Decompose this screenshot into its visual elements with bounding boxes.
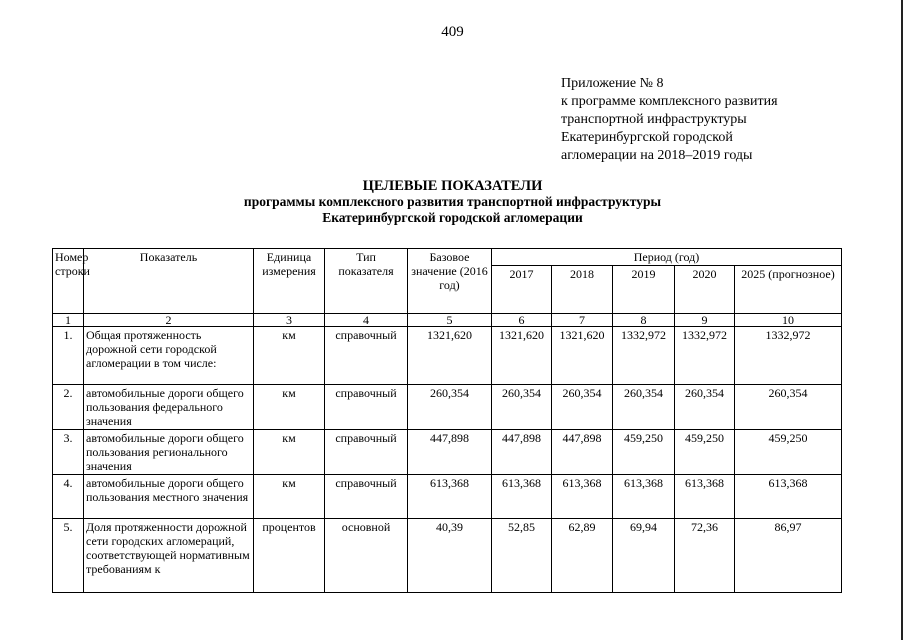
value-2017: 613,368 xyxy=(492,475,552,519)
column-number: 8 xyxy=(613,314,675,327)
type-cell: справочный xyxy=(325,475,408,519)
value-2025: 86,97 xyxy=(735,519,842,593)
table-row xyxy=(53,475,842,519)
header-row xyxy=(53,249,842,266)
value-2019: 459,250 xyxy=(613,430,675,475)
value-2017: 260,354 xyxy=(492,385,552,430)
header-year-2025: 2025 (прогнозное) xyxy=(735,266,842,314)
type-cell: основной xyxy=(325,519,408,593)
title-line-3: Екатеринбургской городской агломерации xyxy=(322,210,583,225)
value-2020: 459,250 xyxy=(675,430,735,475)
column-number: 2 xyxy=(84,314,254,327)
appendix-line: к программе комплексного развития xyxy=(561,94,778,109)
base-value: 40,39 xyxy=(408,519,492,593)
base-value: 1321,620 xyxy=(408,327,492,385)
page-number: 409 xyxy=(441,24,464,40)
header-year-2020: 2020 xyxy=(675,266,735,314)
row-number: 1. xyxy=(53,327,84,385)
value-2020: 613,368 xyxy=(675,475,735,519)
table-row xyxy=(53,385,842,430)
column-number: 5 xyxy=(408,314,492,327)
value-2019: 613,368 xyxy=(613,475,675,519)
value-2017: 1321,620 xyxy=(492,327,552,385)
appendix-line: Приложение № 8 xyxy=(561,76,664,91)
header-indicator: Показатель xyxy=(84,249,254,314)
value-2017: 52,85 xyxy=(492,519,552,593)
value-2025: 613,368 xyxy=(735,475,842,519)
value-2020: 260,354 xyxy=(675,385,735,430)
indicator-name: Доля протяженности дорожной сети городских агломераций, соответствующей нормативным требованиям к xyxy=(84,519,254,593)
unit-cell: км xyxy=(254,430,325,475)
appendix-line: агломерации на 2018–2019 годы xyxy=(561,148,753,163)
value-2018: 260,354 xyxy=(552,385,613,430)
header-year-2017: 2017 xyxy=(492,266,552,314)
value-2019: 260,354 xyxy=(613,385,675,430)
table-row xyxy=(53,327,842,385)
indicators-table xyxy=(52,248,842,593)
base-value: 613,368 xyxy=(408,475,492,519)
type-cell: справочный xyxy=(325,327,408,385)
table-row xyxy=(53,519,842,593)
page-edge-divider xyxy=(901,0,903,640)
row-number: 4. xyxy=(53,475,84,519)
indicator-name: Общая протяженность дорожной сети городской агломерации в том числе: xyxy=(84,327,254,385)
indicator-name: автомобильные дороги общего пользования регионального значения xyxy=(84,430,254,475)
row-number: 5. xyxy=(53,519,84,593)
appendix-note xyxy=(561,75,778,165)
title-line-2: программы комплексного развития транспортной инфраструктуры xyxy=(243,194,662,209)
appendix-line: транспортной инфраструктуры xyxy=(561,112,747,127)
table-row xyxy=(53,430,842,475)
indicator-name: автомобильные дороги общего пользования федерального значения xyxy=(84,385,254,430)
base-value: 447,898 xyxy=(408,430,492,475)
column-number: 9 xyxy=(675,314,735,327)
value-2018: 1321,620 xyxy=(552,327,613,385)
header-year-2019: 2019 xyxy=(613,266,675,314)
row-number: 2. xyxy=(53,385,84,430)
value-2018: 447,898 xyxy=(552,430,613,475)
header-type: Тип показателя xyxy=(325,249,408,314)
value-2017: 447,898 xyxy=(492,430,552,475)
row-number: 3. xyxy=(53,430,84,475)
header-unit: Единица измерения xyxy=(254,249,325,314)
value-2018: 613,368 xyxy=(552,475,613,519)
unit-cell: км xyxy=(254,327,325,385)
header-period: Период (год) xyxy=(492,249,842,266)
unit-cell: км xyxy=(254,385,325,430)
value-2020: 1332,972 xyxy=(675,327,735,385)
column-number: 6 xyxy=(492,314,552,327)
value-2018: 62,89 xyxy=(552,519,613,593)
appendix-line: Екатеринбургской городской xyxy=(561,130,733,145)
value-2020: 72,36 xyxy=(675,519,735,593)
column-number: 7 xyxy=(552,314,613,327)
value-2025: 1332,972 xyxy=(735,327,842,385)
value-2025: 459,250 xyxy=(735,430,842,475)
type-cell: справочный xyxy=(325,385,408,430)
column-number: 10 xyxy=(735,314,842,327)
document-title xyxy=(0,178,905,226)
header-base: Базовое значение (2016 год) xyxy=(408,249,492,314)
unit-cell: процентов xyxy=(254,519,325,593)
header-row-no: Номер строки xyxy=(53,249,84,314)
type-cell: справочный xyxy=(325,430,408,475)
column-number: 4 xyxy=(325,314,408,327)
value-2019: 69,94 xyxy=(613,519,675,593)
value-2019: 1332,972 xyxy=(613,327,675,385)
header-year-2018: 2018 xyxy=(552,266,613,314)
title-line-1: ЦЕЛЕВЫЕ ПОКАЗАТЕЛИ xyxy=(362,178,543,194)
column-number: 1 xyxy=(53,314,84,327)
indicator-name: автомобильные дороги общего пользования местного значения xyxy=(84,475,254,519)
column-number-row xyxy=(53,314,842,327)
value-2025: 260,354 xyxy=(735,385,842,430)
column-number: 3 xyxy=(254,314,325,327)
unit-cell: км xyxy=(254,475,325,519)
base-value: 260,354 xyxy=(408,385,492,430)
